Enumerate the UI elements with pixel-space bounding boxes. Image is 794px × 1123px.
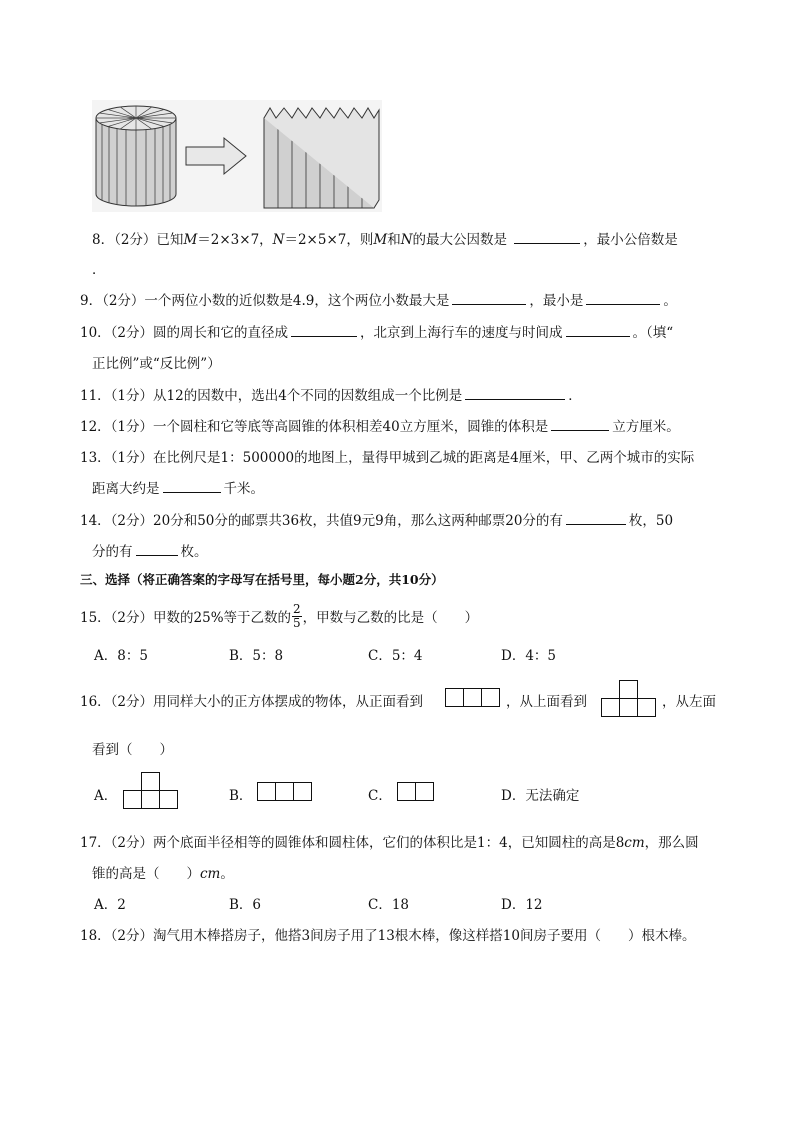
fraction: $\frac{2}{5}$ xyxy=(293,602,301,630)
answer-blank[interactable] xyxy=(163,478,221,493)
question-8: 8．（2分）已知M＝2×3×7，N＝2×5×7，则M和N的最大公因数是 ，最小公倍数是 xyxy=(92,228,678,248)
q15-option-d[interactable]: D．4：5 xyxy=(501,648,557,664)
answer-blank[interactable] xyxy=(551,416,609,431)
q17-option-c[interactable]: C．18 xyxy=(368,897,410,913)
q16-option-c[interactable]: C． xyxy=(368,788,392,804)
q15-option-a[interactable]: A．8：5 xyxy=(94,648,148,664)
question-16: 16．（2分）用同样大小的正方体摆成的物体，从正面看到 xyxy=(80,694,424,710)
q17-option-b[interactable]: B．6 xyxy=(229,897,262,913)
question-14: 14．（2分）20分和50分的邮票共36枚，共值9元9角，那么这两种邮票20分的有 枚，50 xyxy=(80,509,673,529)
q16-option-d[interactable]: D．无法确定 xyxy=(501,788,580,804)
question-8-end: ． xyxy=(92,262,106,278)
cylinder-transform-figure xyxy=(92,100,382,212)
answer-blank[interactable] xyxy=(566,510,626,525)
question-17: 17．（2分）两个底面半径相等的圆锥体和圆柱体，它们的体积比是1：4，已知圆柱的高是8cm，那么圆 xyxy=(80,835,699,851)
q15-option-b[interactable]: B．5：8 xyxy=(229,648,284,664)
question-12: 12．（1分）一个圆柱和它等底等高圆锥的体积相差40立方厘米，圆锥的体积是 立方厘米。 xyxy=(80,415,680,435)
q16-option-b[interactable]: B． xyxy=(229,788,253,804)
question-10: 10．（2分）圆的周长和它的直径成 ，北京到上海行车的速度与时间成 。（填“ xyxy=(80,321,673,341)
question-16-post: ，从左面 xyxy=(662,694,716,710)
question-13: 13．（1分）在比例尺是1：500000的地图上，量得甲城到乙城的距离是4厘米，甲、乙两个城市的实际 xyxy=(80,450,695,466)
answer-blank[interactable] xyxy=(566,322,630,337)
question-15: 15．（2分）甲数的25%等于乙数的 $\frac{2}{5}$ ，甲数与乙数的比是（ ） xyxy=(80,602,479,630)
question-10-line2: 正比例”或“反比例”） xyxy=(92,356,221,372)
answer-blank[interactable] xyxy=(291,322,357,337)
q17-option-d[interactable]: D．12 xyxy=(501,897,543,913)
question-13-line2: 距离大约是 千米。 xyxy=(92,477,264,497)
question-18: 18．（2分）淘气用木棒搭房子，他搭3间房子用了13根木棒，像这样搭10间房子要用（ ）根木棒。 xyxy=(80,928,696,944)
section-heading-choice: 三、选择（将正确答案的字母写在括号里，每小题2分，共10分） xyxy=(80,572,444,587)
q17-option-a[interactable]: A．2 xyxy=(94,897,126,913)
answer-blank[interactable] xyxy=(452,290,526,305)
answer-blank[interactable] xyxy=(465,385,565,400)
answer-blank[interactable] xyxy=(586,290,660,305)
cylinder-figure xyxy=(96,106,176,206)
question-9: 9．（2分）一个两位小数的近似数是4.9，这个两位小数最大是 ，最小是 。 xyxy=(80,289,677,309)
q16-option-a[interactable]: A． xyxy=(94,788,118,804)
answer-blank[interactable] xyxy=(136,541,178,556)
question-14-line2: 分的有 枚。 xyxy=(92,540,208,560)
rearranged-figure xyxy=(264,108,379,208)
question-16-mid: ，从上面看到 xyxy=(506,694,587,710)
question-16-line2: 看到（ ） xyxy=(92,742,173,758)
q15-option-c[interactable]: C．5：4 xyxy=(368,648,423,664)
answer-blank[interactable] xyxy=(514,229,580,244)
question-17-line2: 锥的高是（ ）cm。 xyxy=(92,866,234,882)
question-11: 11．（1分）从12的因数中，选出4个不同的因数组成一个比例是 ． xyxy=(80,384,582,404)
